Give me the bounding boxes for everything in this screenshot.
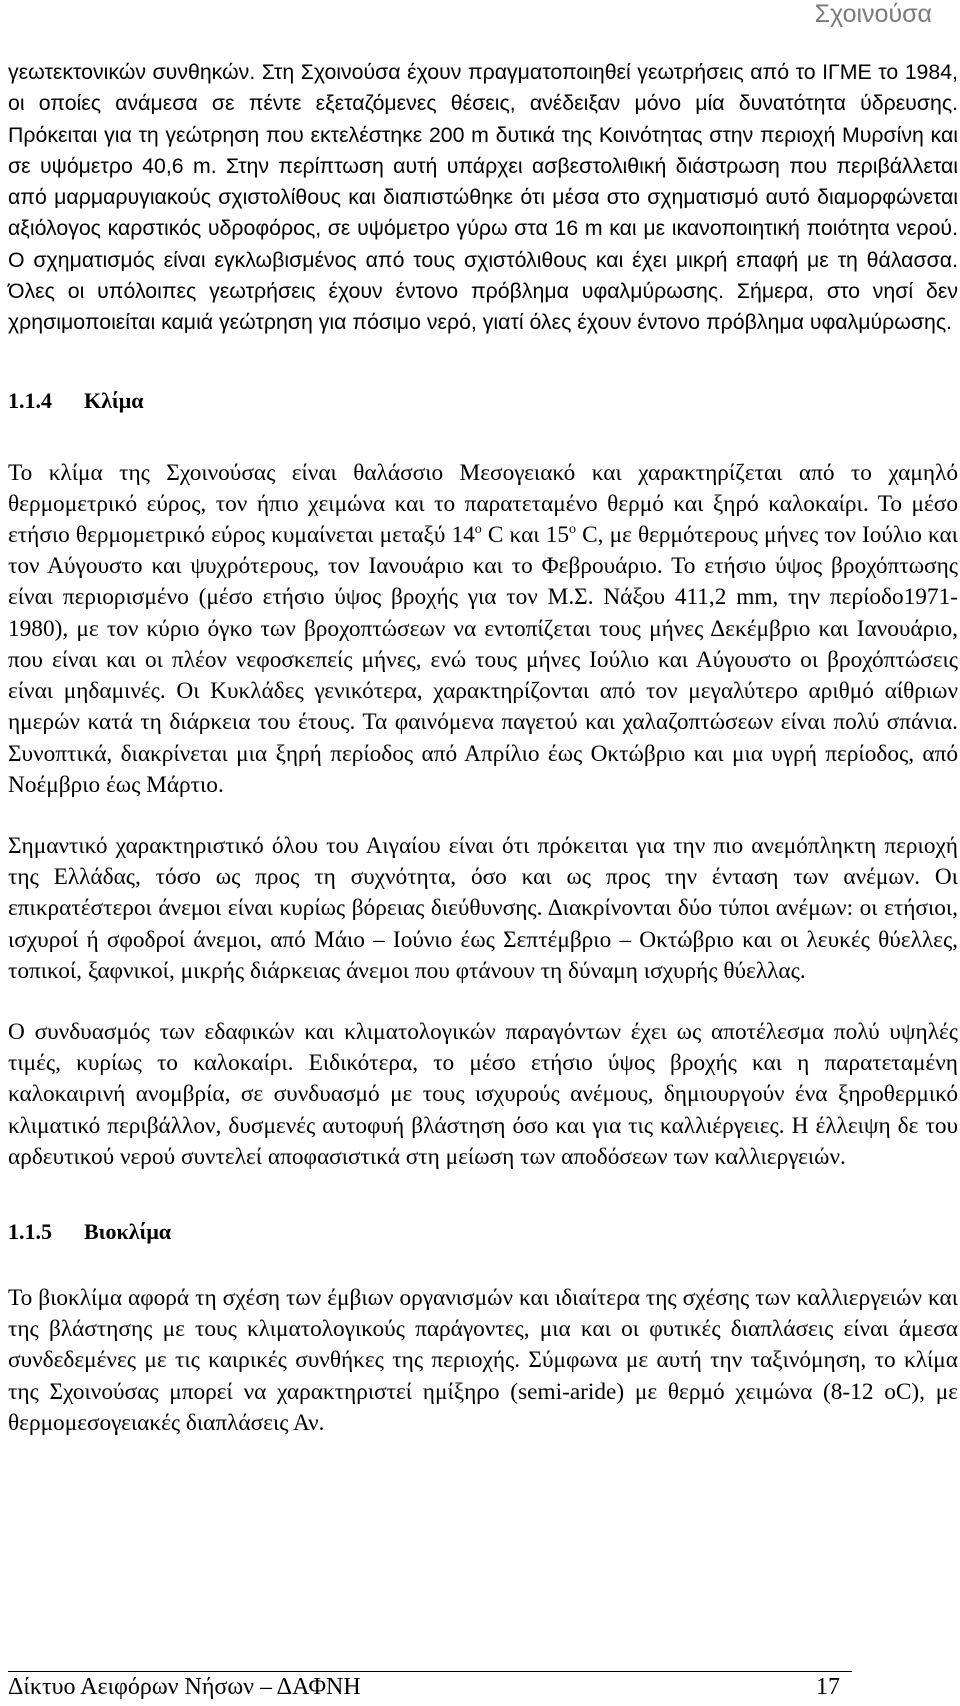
page-number: 17 bbox=[816, 1674, 840, 1700]
section-heading-bioclimate bbox=[8, 1217, 958, 1247]
footer-title: Δίκτυο Αειφόρων Νήσων – ΔΑΦΝΗ bbox=[8, 1674, 361, 1700]
paragraph-climate: Το κλίμα της Σχοινούσας είναι θαλάσσιο Μεσογειακό και χαρακτηρίζεται από το χαμηλό θερμομετρικό εύρος, τον ήπιο χειμώνα και το παρατεταμένο θερμό και ξηρό καλοκαίρι. Το μέσο ετήσιο θερμομετρικό εύρος κυμαίνεται μεταξύ $14^o$ C και $15^o$ C, με θερμότερους μήνες τον Ιούλιο και τον Αύγουστο και ψυχρότερους, τον Ιανουάριο και το Φεβρουάριο. Το ετήσιο ύψος βροχόπτωσης είναι περιορισμένο (μέσο ετήσιο ύψος βροχής για τον Μ.Σ. Νάξου 411,2 mm, την περίοδο1971-1980), με τον κύριο όγκο των βροχοπτώσεων να εντοπίζεται τους μήνες Δεκέμβριο και Ιανουάριο, που είναι και οι πλέον νεφοσκεπείς μήνες, ενώ τους μήνες Ιούλιο και Αύγουστο οι βροχόπτώσεις είναι μηδαμινές. Οι Κυκλάδες γενικότερα, χαρακτηρίζονται από τον μεγαλύτερο αριθμό αίθριων ημερών κατά τη διάρκεια του έτους. Τα φαινόμενα παγετού και χαλαζοπτώσεων είναι πολύ σπάνια. Συνοπτικά, διακρίνεται μια ξηρή περίοδος από Απρίλιο έως Οκτώβριο και μια υγρή περίοδος, από Νοέμβριο έως Μάρτιο. bbox=[8, 459, 958, 798]
paragraph-groundwater: γεωτεκτονικών συνθηκών. Στη Σχοινούσα έχουν πραγματοποιηθεί γεωτρήσεις από το ΙΓΜΕ το 1984, οι οποίες ανάμεσα σε πέντε εξεταζόμενες θέσεις, ανέδειξαν μόνο μία δυνατότητα ύδρευσης. Πρόκειται για τη γεώτρηση που εκτελέστηκε 200 m δυτικά της Κοινότητας στην περιοχή Μυρσίνη και σε υψόμετρο 40,6 m. Στην περίπτωση αυτή υπάρχει ασβεστολιθική διάστρωση που περιβάλλεται από μαρμαρυγιακούς σχιστολίθους και διαπιστώθηκε ότι μέσα στο σχηματισμό αυτό διαμορφώνεται αξιόλογος καρστικός υδροφόρος, σε υψόμετρο γύρω στα 16 m και με ικανοποιητική ποιότητα νερού. Ο σχηματισμός είναι εγκλωβισμένος από τους σχιστόλιθους και έχει μικρή επαφή με τη θάλασσα. Όλες οι υπόλοιπες γεωτρήσεις έχουν έντονο πρόβλημα υφαλμύρωσης. Σήμερα, στο νησί δεν χρησιμοποιείται καμιά γεώτρηση για πόσιμο νερό, γιατί όλες έχουν έντονο πρόβλημα υφαλμύρωσης. bbox=[8, 60, 958, 335]
paragraph-bioclimate: Το βιοκλίμα αφορά τη σχέση των έμβιων οργανισμών και ιδιαίτερα της σχέσης των καλλιεργειών και της βλάστησης με τους κλιματολογικούς παράγοντες, μια και οι φυτικές διαπλάσεις είναι άμεσα συνδεδεμένες με τις καιρικές συνθήκες της περιοχής. Σύμφωνα με αυτή την ταξινόμηση, το κλίμα της Σχοινούσας μπορεί να χαρακτηριστεί ημίξηρο (semi-aride) με θερμό χειμώνα (8-12 oC), με θερμομεσογειακές διαπλάσεις Αν. bbox=[8, 1284, 958, 1436]
section-heading-climate bbox=[8, 386, 958, 416]
paragraph-combination: Ο συνδυασμός των εδαφικών και κλιματολογικών παραγόντων έχει ως αποτέλεσμα πολύ υψηλές τιμές, κυρίως το καλοκαίρι. Ειδικότερα, το μέσο ετήσιο ύψος βροχής και η παρατεταμένη καλοκαιρινή ανομβρία, σε συνδυασμό με τους ισχυρούς ανέμους, δημιουργούν ένα ξηροθερμικό κλιματικό περιβάλλον, δυσμενές αυτοφυή βλάστηση όσο και για τις καλλιέργειες. Η έλλειψη δε του αρδευτικού νερού συντελεί αποφασιστικά στη μείωση των αποδόσεων των καλλιεργειών. bbox=[8, 1018, 958, 1170]
section-number: 1.1.5 bbox=[8, 1218, 52, 1244]
section-title: Βιοκλίμα bbox=[84, 1218, 172, 1244]
footer-rule bbox=[8, 1671, 852, 1672]
running-header: Σχοινούσα bbox=[814, 0, 932, 28]
page-body bbox=[8, 57, 958, 1439]
paragraph-winds: Σημαντικό χαρακτηριστικό όλου του Αιγαίου είναι ότι πρόκειται για την πιο ανεμόπληκτη περιοχή της Ελλάδας, τόσο ως προς τη συχνότητα, όσο και ως προς την ένταση των ανέμων. Οι επικρατέστεροι άνεμοι είναι κυρίως βόρειας διεύθυνσης. Διακρίνονται δύο τύποι ανέμων: οι ετήσιοι, ισχυροί ή σφοδροί άνεμοι, από Μάιο – Ιούνιο έως Σεπτέμβριο – Οκτώβριο και οι λευκές θύελλες, τοπικοί, ξαφνικοί, μικρής διάρκειας άνεμοι που φτάνουν τη δύναμη ισχυρής θύελλας. bbox=[8, 832, 958, 984]
section-title: Κλίμα bbox=[84, 387, 144, 413]
section-number: 1.1.4 bbox=[8, 387, 52, 413]
